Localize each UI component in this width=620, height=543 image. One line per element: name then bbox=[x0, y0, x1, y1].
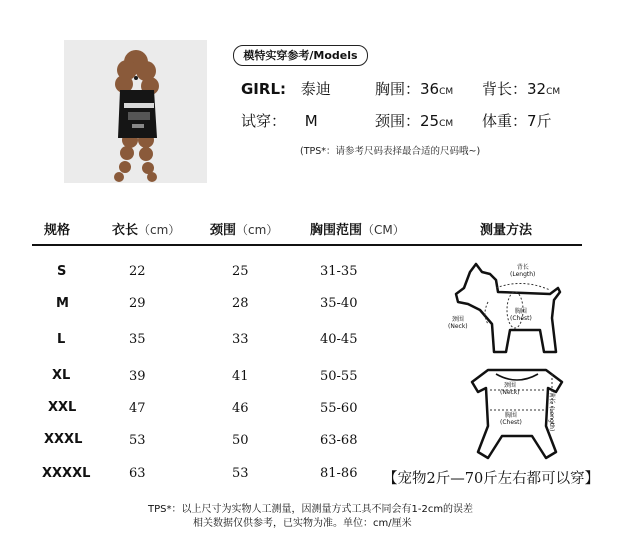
header-length-label: 衣长 bbox=[112, 223, 139, 238]
dog-neck-cn: 颈围 bbox=[451, 316, 464, 323]
chest-cell: 50-55 bbox=[320, 369, 358, 384]
chest-label: 胸围： bbox=[375, 80, 421, 98]
length-cell: 47 bbox=[129, 401, 146, 416]
size-cell: S bbox=[57, 264, 67, 279]
chest-value: 36 bbox=[420, 80, 440, 98]
model-row-2 bbox=[241, 110, 318, 131]
weight-range-note: 【宠物2斤—70斤左右都可以穿】 bbox=[383, 471, 600, 487]
weight-value: 7斤 bbox=[527, 112, 552, 130]
length-cell: 53 bbox=[129, 433, 146, 448]
chest-cell: 40-45 bbox=[320, 332, 358, 347]
dog-chest-en: (Chest) bbox=[510, 315, 532, 322]
neck-value: 25 bbox=[420, 112, 440, 130]
header-method-label: 测量方法 bbox=[480, 223, 533, 238]
neck-cell: 25 bbox=[232, 264, 249, 279]
dog-back-label bbox=[510, 264, 535, 278]
back-label: 背长： bbox=[482, 80, 528, 98]
back-value: 32 bbox=[527, 80, 547, 98]
garment-measure-diagram bbox=[462, 366, 572, 461]
neck-cell: 28 bbox=[232, 296, 249, 311]
size-cell: XL bbox=[52, 368, 71, 383]
header-neck-label: 颈围 bbox=[210, 223, 237, 238]
footer-note-line2: 相关数据仅供参考，已实物为准。单位：cm/厘米 bbox=[193, 518, 412, 529]
dog-chest-label bbox=[510, 308, 532, 322]
header-divider bbox=[32, 244, 582, 246]
header-length-unit: （cm） bbox=[138, 223, 181, 237]
length-cell: 35 bbox=[129, 332, 146, 347]
garment-neck-label bbox=[500, 382, 520, 396]
try-size-value: M bbox=[304, 112, 318, 130]
neck-unit: CM bbox=[439, 119, 454, 129]
neck-cell: 46 bbox=[232, 401, 249, 416]
breed-value: 泰迪 bbox=[300, 80, 331, 98]
size-tip: (TPS*：请参考尺码表择最合适的尺码哦~) bbox=[300, 146, 481, 157]
garment-chest-cn: 胸围 bbox=[504, 412, 517, 419]
header-size bbox=[44, 219, 70, 238]
models-title-badge: 模特实穿参考/Models bbox=[233, 45, 368, 66]
dog-neck-label bbox=[448, 316, 468, 330]
neck-cell: 50 bbox=[232, 433, 249, 448]
model-photo bbox=[64, 40, 207, 183]
garment-neck-en: (Neck) bbox=[500, 389, 520, 396]
try-label: 试穿： bbox=[241, 112, 287, 130]
dog-neck-en: (Neck) bbox=[448, 323, 468, 330]
header-neck-unit: （cm） bbox=[236, 223, 279, 237]
header-chest-unit: （CM） bbox=[362, 223, 405, 237]
garment-chest-label bbox=[500, 412, 522, 426]
chest-cell: 31-35 bbox=[320, 264, 358, 279]
garment-chest-en: (Chest) bbox=[500, 419, 522, 426]
girl-label: GIRL: bbox=[241, 80, 286, 98]
header-length bbox=[112, 219, 180, 238]
size-cell: M bbox=[56, 296, 69, 311]
chest-cell: 35-40 bbox=[320, 296, 358, 311]
model-neck bbox=[375, 110, 453, 131]
model-weight bbox=[482, 110, 552, 131]
chest-cell: 55-60 bbox=[320, 401, 358, 416]
model-row-1 bbox=[241, 78, 331, 99]
size-cell: XXXXL bbox=[42, 466, 91, 481]
garment-neck-cn: 颈围 bbox=[503, 382, 516, 389]
weight-label: 体重： bbox=[482, 112, 528, 130]
chest-cell: 63-68 bbox=[320, 433, 358, 448]
neck-cell: 41 bbox=[232, 369, 249, 384]
header-neck bbox=[210, 219, 278, 238]
size-cell: L bbox=[57, 332, 66, 347]
dog-measure-diagram bbox=[440, 258, 580, 358]
header-chest-label: 胸围范围 bbox=[310, 223, 363, 238]
size-cell: XXXL bbox=[44, 432, 83, 447]
header-method bbox=[480, 219, 532, 238]
garment-length-cn: 背长 bbox=[548, 392, 555, 405]
length-cell: 63 bbox=[129, 466, 146, 481]
chest-cell: 81-86 bbox=[320, 466, 358, 481]
size-cell: XXL bbox=[48, 400, 77, 415]
garment-length-label bbox=[548, 392, 555, 431]
model-back bbox=[482, 78, 560, 99]
neck-cell: 33 bbox=[232, 332, 249, 347]
dog-chest-cn: 胸围 bbox=[514, 308, 527, 315]
length-cell: 22 bbox=[129, 264, 146, 279]
model-chest bbox=[375, 78, 453, 99]
header-size-label: 规格 bbox=[44, 223, 71, 238]
length-cell: 39 bbox=[129, 369, 146, 384]
dog-back-cn: 背长 bbox=[516, 264, 529, 271]
footer-note-line1: TPS*：以上尺寸为实物人工测量，因测量方式工具不同会有1-2cm的误差 bbox=[148, 504, 474, 515]
length-cell: 29 bbox=[129, 296, 146, 311]
header-chest bbox=[310, 219, 405, 238]
dog-back-en: (Length) bbox=[510, 271, 536, 278]
back-unit: CM bbox=[546, 87, 561, 97]
chest-unit: CM bbox=[439, 87, 454, 97]
neck-label: 颈围： bbox=[375, 112, 421, 130]
garment-length-en: (Length) bbox=[548, 405, 555, 432]
neck-cell: 53 bbox=[232, 466, 249, 481]
